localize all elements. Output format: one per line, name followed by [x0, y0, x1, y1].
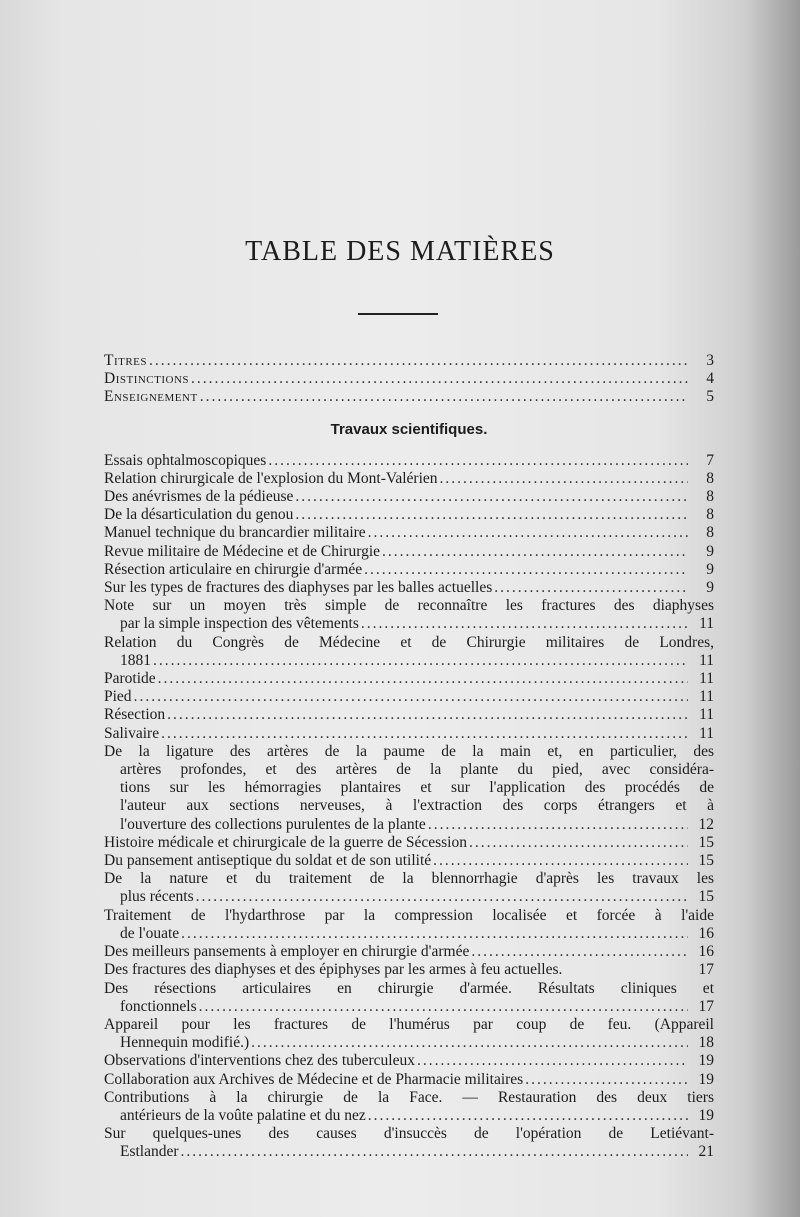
- leader-dots: [251, 1034, 688, 1052]
- toc-entry: [104, 352, 714, 370]
- toc-entry-label: Manuel technique du brancardier militaire: [104, 524, 366, 542]
- leader-dots: [161, 725, 688, 743]
- toc-entry-label: par la simple inspection des vêtements: [120, 615, 359, 633]
- toc-entry-first-line: Note sur un moyen très simple de reconnaître les fractures des diaphyses: [104, 597, 714, 615]
- toc-page-number: 4: [706, 370, 714, 388]
- leader-dots: [268, 452, 688, 470]
- toc-entry: [104, 961, 714, 979]
- toc-entry-label: antérieurs de la voûte palatine et du nez: [120, 1106, 366, 1124]
- toc-entry-last-line: [104, 1034, 714, 1052]
- leader-dots: [433, 852, 688, 870]
- toc-page-number: 9: [706, 542, 714, 560]
- leader-dots: [417, 1052, 688, 1070]
- toc-entry-first-line: Appareil pour les fractures de l'humérus par coup de feu. (Appareil: [104, 1015, 714, 1033]
- toc-entry-continuation-line: tions sur les hémorragies plantaires et sur l'application des procédés de: [120, 779, 714, 797]
- toc-entry: [104, 524, 714, 542]
- section-heading: Travaux scientifiques.: [330, 420, 488, 438]
- toc-entry: [104, 706, 714, 724]
- toc-entry: [104, 670, 714, 688]
- toc-entry-label: Relation chirurgicale de l'explosion du Mont-Valérien: [104, 469, 438, 487]
- toc-entry-first-line: De la nature et du traitement de la blennorrhagie d'après les travaux les: [104, 870, 714, 888]
- toc-entry-label: 1881: [120, 651, 151, 669]
- toc-entry-first-line: De la ligature des artères de la paume de la main et, en particulier, des: [104, 742, 714, 760]
- toc-entry: [104, 470, 714, 488]
- toc-entry-label: Résection: [104, 706, 166, 724]
- leader-dots: [525, 1071, 688, 1089]
- toc-entry: [104, 388, 714, 406]
- toc-page-number: 7: [706, 451, 714, 469]
- leader-dots: [196, 888, 688, 906]
- toc-entry-label: Distinctions: [104, 370, 190, 388]
- toc-page-number: 11: [699, 615, 714, 633]
- toc-page-number: 9: [706, 579, 714, 597]
- toc-entry: [104, 579, 714, 597]
- leader-dots: [200, 388, 688, 406]
- toc-entry: [104, 743, 714, 834]
- leader-dots: [295, 488, 688, 506]
- toc-entry-label: De la désarticulation du genou: [104, 506, 294, 524]
- toc-entry: [104, 980, 714, 1016]
- toc-entry-label: Résection articulaire en chirurgie d'armée: [104, 560, 363, 578]
- toc-entry: [104, 688, 714, 706]
- leader-dots: [364, 561, 688, 579]
- toc-page-number: 8: [706, 524, 714, 542]
- toc-entry: [104, 506, 714, 524]
- toc-page-number: 16: [698, 943, 714, 961]
- leader-dots: [295, 506, 688, 524]
- toc-entry-label: Des anévrismes de la pédieuse: [104, 488, 294, 506]
- leader-dots: [149, 352, 688, 370]
- toc-entry: [104, 834, 714, 852]
- toc-entry: [104, 852, 714, 870]
- leader-dots: [361, 615, 688, 633]
- toc-page-number: 11: [699, 724, 714, 742]
- toc-page-number: 9: [706, 560, 714, 578]
- toc-entry: [104, 597, 714, 633]
- toc-page-number: 15: [698, 888, 714, 906]
- toc-entry-last-line: [104, 998, 714, 1016]
- toc-page-number: 16: [698, 924, 714, 942]
- leader-dots: [199, 998, 688, 1016]
- toc-entry-last-line: [104, 1107, 714, 1125]
- leader-dots: [181, 1143, 688, 1161]
- toc-entry: [104, 1052, 714, 1070]
- toc-page-number: 8: [706, 469, 714, 487]
- toc-entry-label: fonctionnels: [120, 997, 197, 1015]
- toc-entry-first-line: Contributions à la chirurgie de la Face. — Restauration des deux tiers: [104, 1088, 714, 1106]
- leader-dots: [158, 670, 688, 688]
- toc-page-number: 17: [698, 997, 714, 1015]
- toc-entry-last-line: [104, 925, 714, 943]
- works-list: [104, 452, 714, 1162]
- toc-entry: [104, 452, 714, 470]
- toc-page-number: 19: [698, 1106, 714, 1124]
- leader-dots: [469, 834, 688, 852]
- leader-dots: [191, 370, 688, 388]
- toc-page-number: 11: [699, 688, 714, 706]
- toc-entry-label: Essais ophtalmoscopiques: [104, 451, 267, 469]
- toc-entry-label: Histoire médicale et chirurgicale de la guerre de Sécession: [104, 833, 467, 851]
- toc-entry: [104, 561, 714, 579]
- toc-page-number: 11: [699, 706, 714, 724]
- toc-entry-label: Des meilleurs pansements à employer en chirurgie d'armée: [104, 943, 470, 961]
- leader-dots: [494, 579, 688, 597]
- toc-page-number: 11: [699, 651, 714, 669]
- toc-entry-label: Salivaire: [104, 724, 160, 742]
- toc-entry: [104, 634, 714, 670]
- toc-page-number: 18: [698, 1034, 714, 1052]
- toc-page-number: 8: [706, 506, 714, 524]
- toc-entry-label: Hennequin modifié.): [120, 1034, 250, 1052]
- toc-entry-label: Des fractures des diaphyses et des épiphyses par les armes à feu actuelles.: [104, 961, 563, 979]
- toc-entry-label: Parotide: [104, 670, 156, 688]
- leader-dots: [181, 925, 688, 943]
- toc-entry: [104, 870, 714, 906]
- leader-dots: [153, 652, 688, 670]
- toc-entry: [104, 370, 714, 388]
- toc-entry-label: plus récents: [120, 888, 194, 906]
- toc-entry-label: Sur les types de fractures des diaphyses par les balles actuelles: [104, 579, 493, 597]
- toc-entry-label: Du pansement antiseptique du soldat et de son utilité: [104, 852, 432, 870]
- toc-entry-continuation-line: artères profondes, et des artères de la plante du pied, avec considéra-: [120, 761, 714, 779]
- toc-page-number: 15: [698, 833, 714, 851]
- toc-entry-first-line: Traitement de l'hydarthrose par la compression localisée et forcée à l'aide: [104, 906, 714, 924]
- toc-entry: [104, 907, 714, 943]
- toc-entry-label: de l'ouate: [120, 924, 180, 942]
- toc-entry-label: Titres: [104, 352, 148, 369]
- toc-entry-first-line: Relation du Congrès de Médecine et de Chirurgie militaires de Londres,: [104, 633, 714, 651]
- toc-entry-last-line: [104, 888, 714, 906]
- toc-page-number: 21: [698, 1143, 714, 1161]
- table-of-contents: [104, 352, 714, 1162]
- toc-entry-label: Collaboration aux Archives de Médecine et de Pharmacie militaires: [104, 1070, 524, 1088]
- leader-dots: [368, 524, 688, 542]
- toc-page-number: 12: [698, 815, 714, 833]
- toc-page-number: 3: [706, 352, 714, 369]
- toc-entry: [104, 543, 714, 561]
- leader-dots: [134, 688, 688, 706]
- toc-entry-label: Observations d'interventions chez des tuberculeux: [104, 1052, 415, 1070]
- toc-entry: [104, 1071, 714, 1089]
- leader-dots: [382, 543, 688, 561]
- toc-entry-label: l'ouverture des collections purulentes de la plante: [120, 815, 426, 833]
- toc-page-number: 11: [699, 670, 714, 688]
- toc-entry: [104, 943, 714, 961]
- toc-entry: [104, 725, 714, 743]
- toc-page-number: 15: [698, 852, 714, 870]
- front-matter-list: [104, 352, 714, 407]
- toc-entry-label: Enseignement: [104, 388, 198, 406]
- title-rule: [358, 313, 438, 315]
- toc-entry-label: Estlander: [120, 1143, 179, 1161]
- toc-page-number: 19: [698, 1070, 714, 1088]
- toc-entry-last-line: [104, 1143, 714, 1161]
- toc-page-number: 5: [706, 388, 714, 406]
- leader-dots: [428, 816, 688, 834]
- toc-entry-continuation-line: l'auteur aux sections nerveuses, à l'extraction des corps étrangers et à: [120, 797, 714, 815]
- toc-entry-last-line: [104, 652, 714, 670]
- leader-dots: [440, 470, 688, 488]
- toc-entry: [104, 1016, 714, 1052]
- toc-entry-last-line: [104, 615, 714, 633]
- toc-entry-first-line: Des résections articulaires en chirurgie d'armée. Résultats cliniques et: [104, 979, 714, 997]
- toc-entry-label: Pied: [104, 688, 132, 706]
- toc-entry: [104, 1125, 714, 1161]
- toc-entry-first-line: Sur quelques-unes des causes d'insuccès de l'opération de Letiévant-: [104, 1125, 714, 1143]
- toc-entry-last-line: [104, 816, 714, 834]
- page-title: TABLE DES MATIÈRES: [245, 236, 555, 267]
- toc-page-number: 17: [698, 961, 714, 979]
- toc-entry: [104, 1089, 714, 1125]
- leader-dots: [167, 706, 688, 724]
- leader-dots: [471, 943, 688, 961]
- toc-page-number: 19: [698, 1052, 714, 1070]
- toc-entry-label: Revue militaire de Médecine et de Chirurgie: [104, 542, 381, 560]
- toc-entry: [104, 488, 714, 506]
- toc-page-number: 8: [706, 488, 714, 506]
- leader-dots: [368, 1107, 688, 1125]
